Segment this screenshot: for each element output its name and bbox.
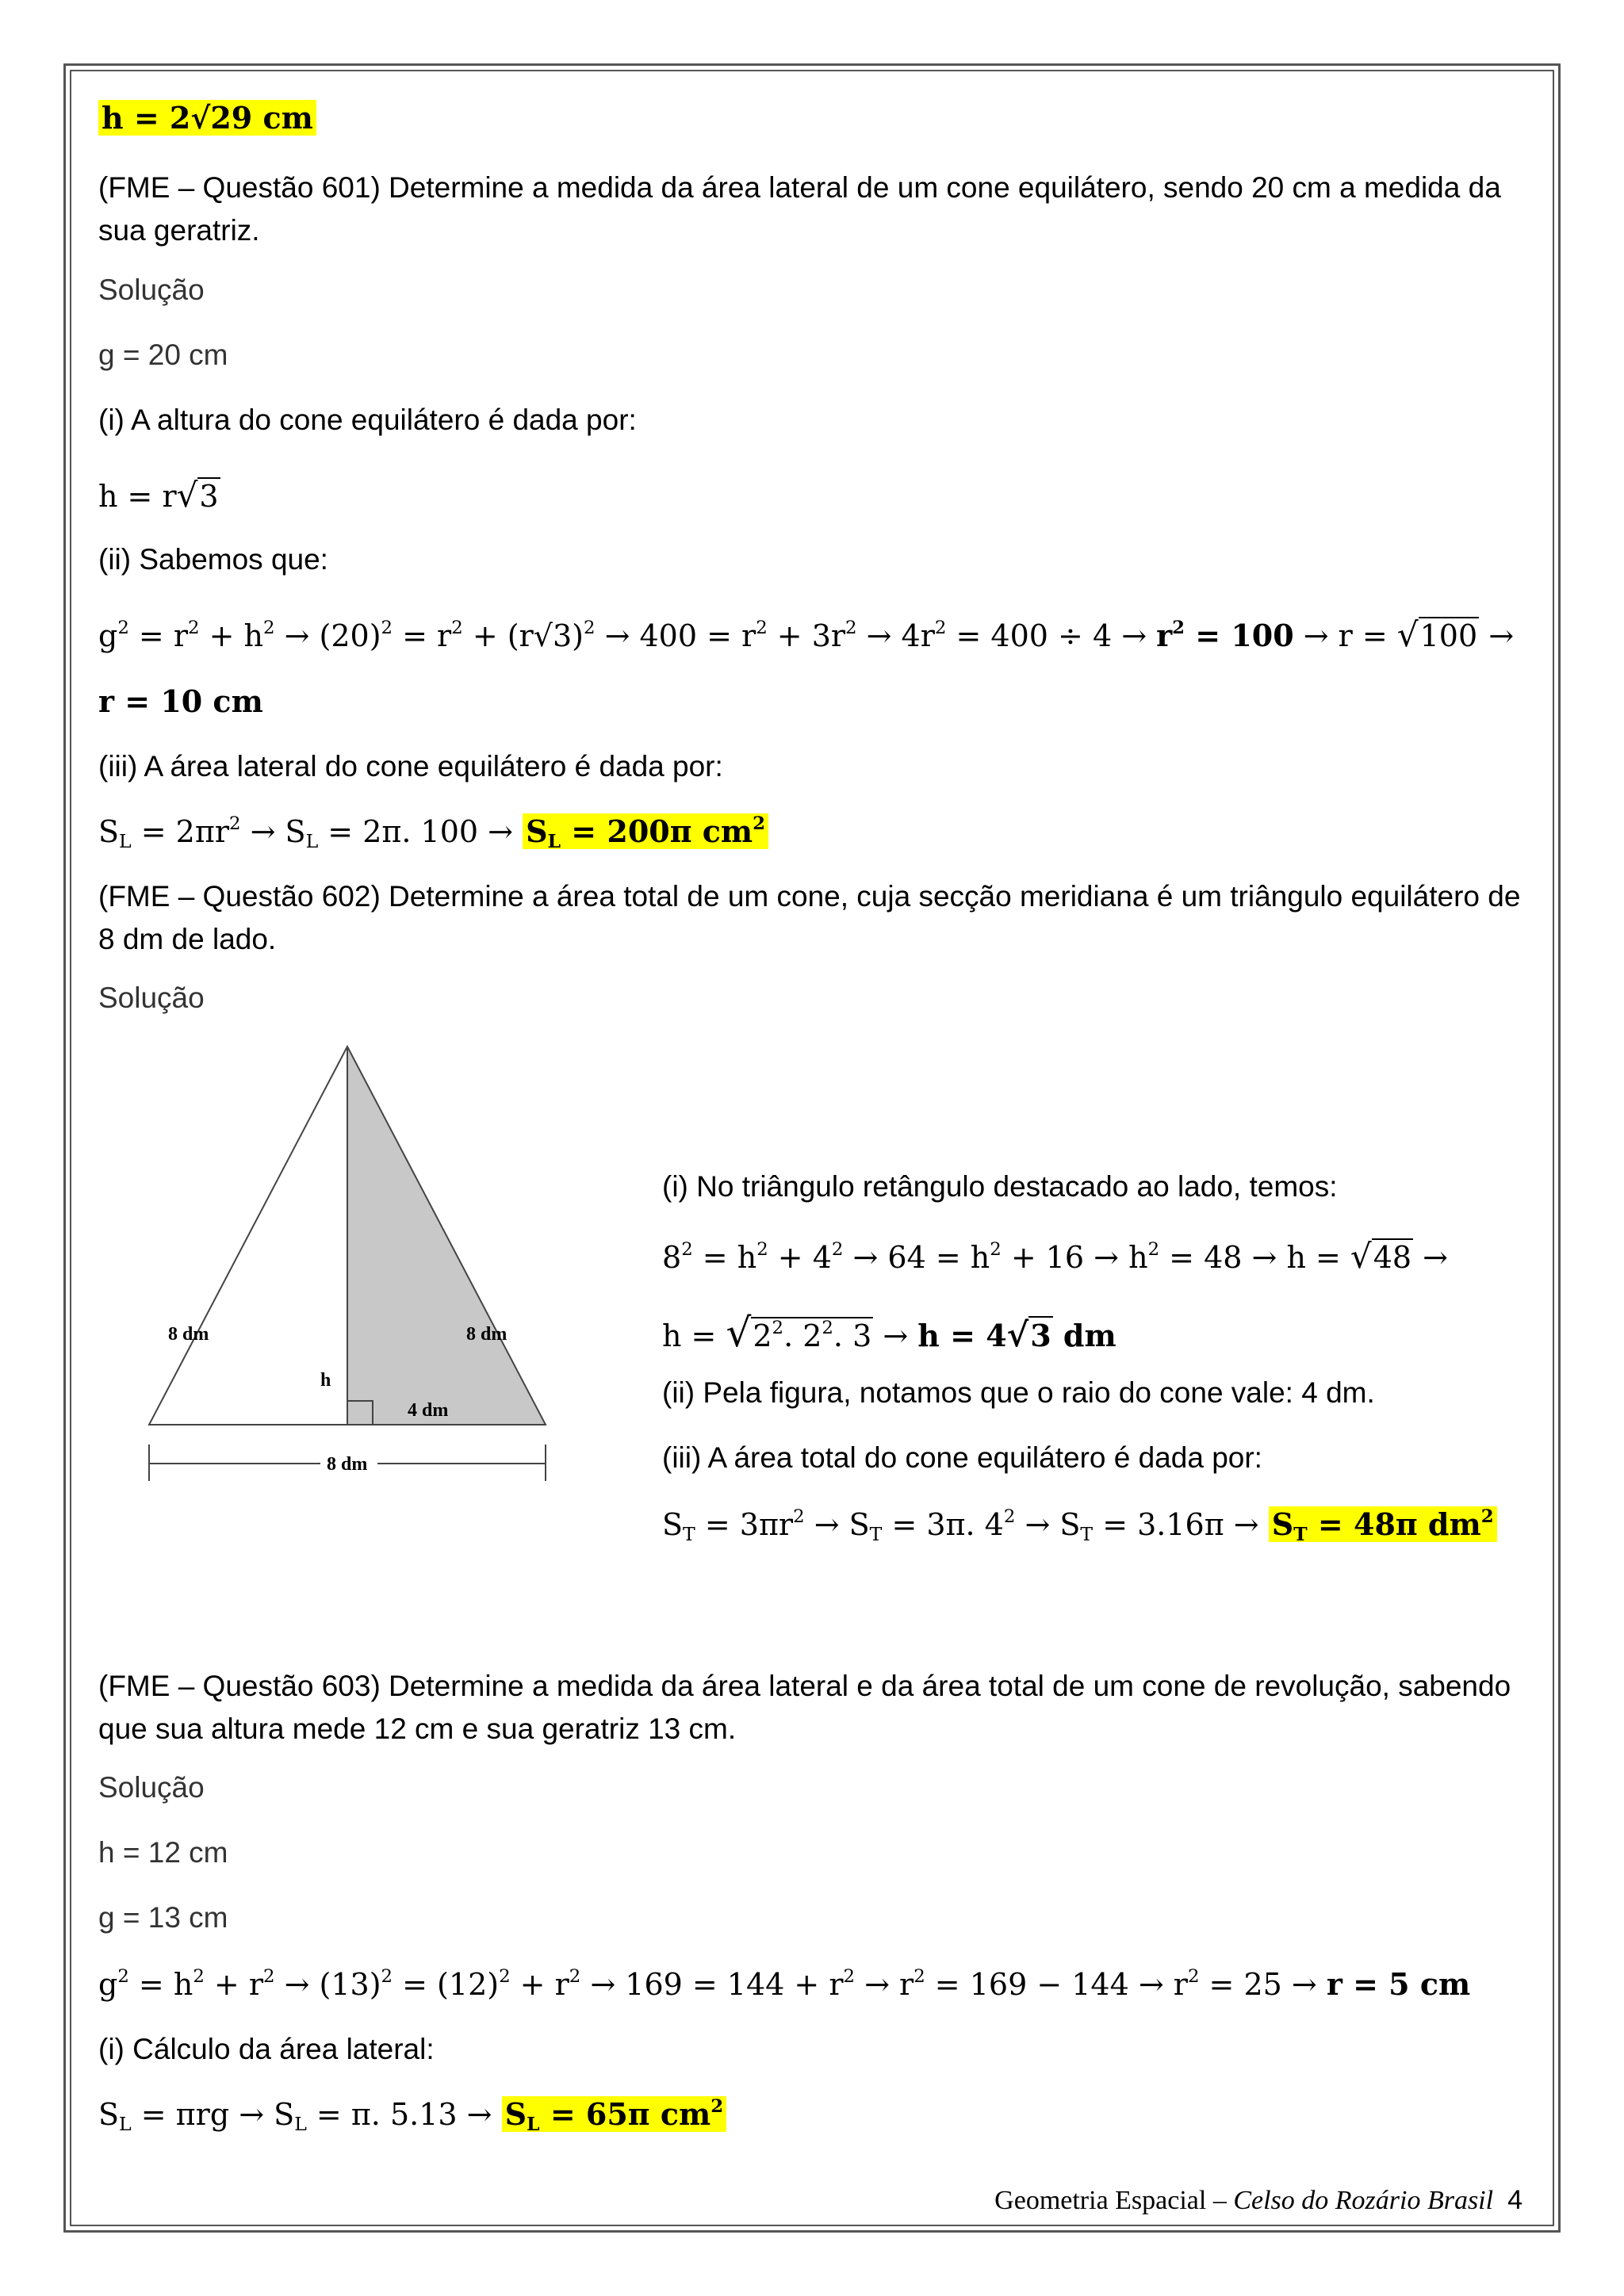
q603-given-g: g = 13 cm: [98, 1901, 228, 1934]
q601-step1: (i) A altura do cone equilátero é dada por:: [98, 404, 637, 436]
q601-given-g: g = 20 cm: [98, 339, 228, 371]
label-height: h: [320, 1370, 331, 1391]
q601-solucao: Solução: [98, 274, 205, 306]
footer-author: Celso do Rozário Brasil: [1233, 2186, 1494, 2215]
label-right-side: 8 dm: [466, 1324, 508, 1345]
q602-step3: (iii) A área total do cone equilátero é dada por:: [662, 1441, 1262, 1474]
q603-solucao: Solução: [98, 1771, 205, 1804]
q602-step1: (i) No triângulo retângulo destacado ao lado, temos:: [662, 1170, 1338, 1203]
q603-sl-equation: $S_L = \pi rg \to S_L = \pi$. $5.13 \to S_L = 65\pi$ $cm^2$: [98, 2096, 726, 2132]
q602-statement: (FME – Questão 602) Determine a área total de um cone, cuja secção meridiana é um triângulo equilátero de 8 dm de lado.: [98, 880, 1521, 955]
q601-statement: (FME – Questão 601) Determine a medida da área lateral de um cone equilátero, sendo 20 cm a medida da sua geratriz.: [98, 171, 1501, 247]
q603-statement: (FME – Questão 603) Determine a medida da área lateral e da área total de um cone de revolução, sabendo que sua altura mede 12 cm e sua geratriz 13 cm.: [98, 1670, 1511, 1745]
q602-st-result: $S_T = 48\pi$ $dm^2$: [1269, 1506, 1497, 1542]
label-base: 8 dm: [327, 1454, 368, 1475]
page-footer: [994, 2185, 1522, 2216]
q602-eq1: $8^2 = h^2 + 4^2 \to 64 = h^2 + 16 \to h^2 = 48 \to h = √48$ →: [662, 1237, 1448, 1276]
h-result-highlight: h = 2√29 cm: [98, 100, 316, 136]
label-half-base: 4 dm: [408, 1400, 449, 1421]
page-number: 4: [1507, 2185, 1522, 2215]
h-result-line: [98, 100, 316, 136]
q603-sl-result: $S_L = 65\pi$ $cm^2$: [502, 2096, 726, 2132]
q601-r-result: r = 10 cm: [98, 683, 263, 719]
q603-equation: $g^2 = h^2 + r^2 \to (13)^2 = (12)^2 + r^2 \to 169 = 144 + r^2 \to r^2 = 169 - 144 \to r^2 = 25 \to r = 5$ cm: [98, 1966, 1471, 2002]
q601-equation: $g^2 = r^2 + h^2 \to (20)^2 = r^2 + (r√3)^2 \to 400 = r^2 + 3r^2 \to 4r^2 = 400 \div 4 \to r^2 = 100 \to r = √100$ →: [98, 615, 1515, 654]
q603-step1: (i) Cálculo da área lateral:: [98, 2033, 435, 2065]
q602-step2: (ii) Pela figura, notamos que o raio do cone vale: 4 dm.: [662, 1376, 1375, 1409]
q603-given-h: h = 12 cm: [98, 1836, 228, 1869]
q601-step2: (ii) Sabemos que:: [98, 543, 328, 576]
q601-step3: (iii) A área lateral do cone equilátero é dada por:: [98, 750, 723, 783]
footer-title: Geometria Espacial –: [994, 2186, 1234, 2215]
q601-h-formula: h = r√3: [98, 476, 219, 515]
q601-sl-equation: $S_L = 2\pi r^2 \to S_L = 2\pi$. $100 \to S_L = 200\pi$ $cm^2$: [98, 813, 768, 849]
q602-eq2: $h = √2^2$. $2^2$. 3 → h = 4√3 dm: [662, 1310, 1116, 1356]
q602-st-equation: $S_T = 3\pi r^2 \to S_T = 3\pi$. $4^2 \to S_T = 3.16\pi \to S_T = 48\pi$ $dm^2$: [662, 1506, 1497, 1542]
q602-solucao: Solução: [98, 982, 205, 1014]
triangle-figure: [140, 1040, 647, 1595]
label-left-side: 8 dm: [168, 1324, 209, 1345]
q601-sl-result: $S_L = 200\pi$ $cm^2$: [523, 813, 768, 849]
